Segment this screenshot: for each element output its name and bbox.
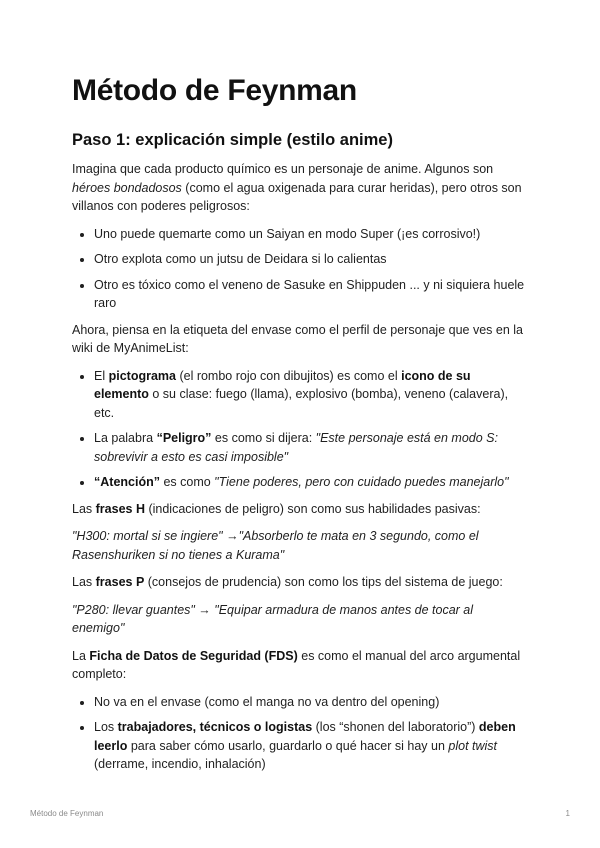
sds-list xyxy=(72,693,528,774)
list-item: • Los trabajadores, técnicos o logistas (los “shonen del laboratorio”) deben leerlo para saber cómo usarlo, guardarlo o qué hacer si hay un plot twist (derrame, incendio, inhalación) xyxy=(94,718,528,774)
list-item: • Otro explota como un jutsu de Deidara si lo calientas xyxy=(94,250,528,269)
list-item: • Otro es tóxico como el veneno de Sasuke en Shippuden ... y ni siquiera huele raro xyxy=(94,276,528,313)
section-heading: Paso 1: explicación simple (estilo anime) xyxy=(72,131,393,149)
list-item-pictogram: • El pictograma (el rombo rojo con dibujitos) es como el icono de su elemento o su clase: fuego (llama), explosivo (bomba), veneno (calavera), etc. xyxy=(94,367,528,423)
page-footer xyxy=(30,809,570,818)
label-list xyxy=(72,367,528,492)
list-item-warning: • “Atención” es como "Tiene poderes, pero con cuidado puedes manejarlo" xyxy=(94,473,528,492)
page-title: Método de Feynman xyxy=(72,74,357,107)
h-phrases-paragraph: Las frases H (indicaciones de peligro) son como sus habilidades pasivas: xyxy=(72,501,481,516)
h-phrases-example: "H300: mortal si se ingiere" →"Absorberlo te mata en 3 segundo, como el Rasenshuriken si no tienes a Kurama" xyxy=(72,529,479,562)
villains-list xyxy=(72,225,528,313)
sds-paragraph: La Ficha de Datos de Seguridad (FDS) es como el manual del arco argumental completo: xyxy=(72,648,521,681)
list-item-danger: • La palabra “Peligro” es como si dijera: "Este personaje está en modo S: sobrevivir a esto es casi imposible" xyxy=(94,429,528,466)
list-item: • No va en el envase (como el manga no va dentro del opening) xyxy=(94,693,528,712)
document-body xyxy=(72,160,528,782)
intro-paragraph: Imagina que cada producto químico es un personaje de anime. Algunos son héroes bondadosos (como el agua oxigenada para curar heridas), pero otros son villanos con poderes peligrosos: xyxy=(72,162,522,213)
page-number: 1 xyxy=(565,809,570,818)
p-phrases-paragraph: Las frases P (consejos de prudencia) son como los tips del sistema de juego: xyxy=(72,575,503,589)
list-item: • Uno puede quemarte como un Saiyan en modo Super (¡es corrosivo!) xyxy=(94,225,528,244)
footer-label: Método de Feynman xyxy=(30,809,104,818)
label-intro-paragraph: Ahora, piensa en la etiqueta del envase como el perfil de personaje que ves en la wiki de MyAnimeList: xyxy=(72,322,523,355)
p-phrases-example: "P280: llevar guantes" → "Equipar armadura de manos antes de tocar al enemigo" xyxy=(72,602,474,635)
